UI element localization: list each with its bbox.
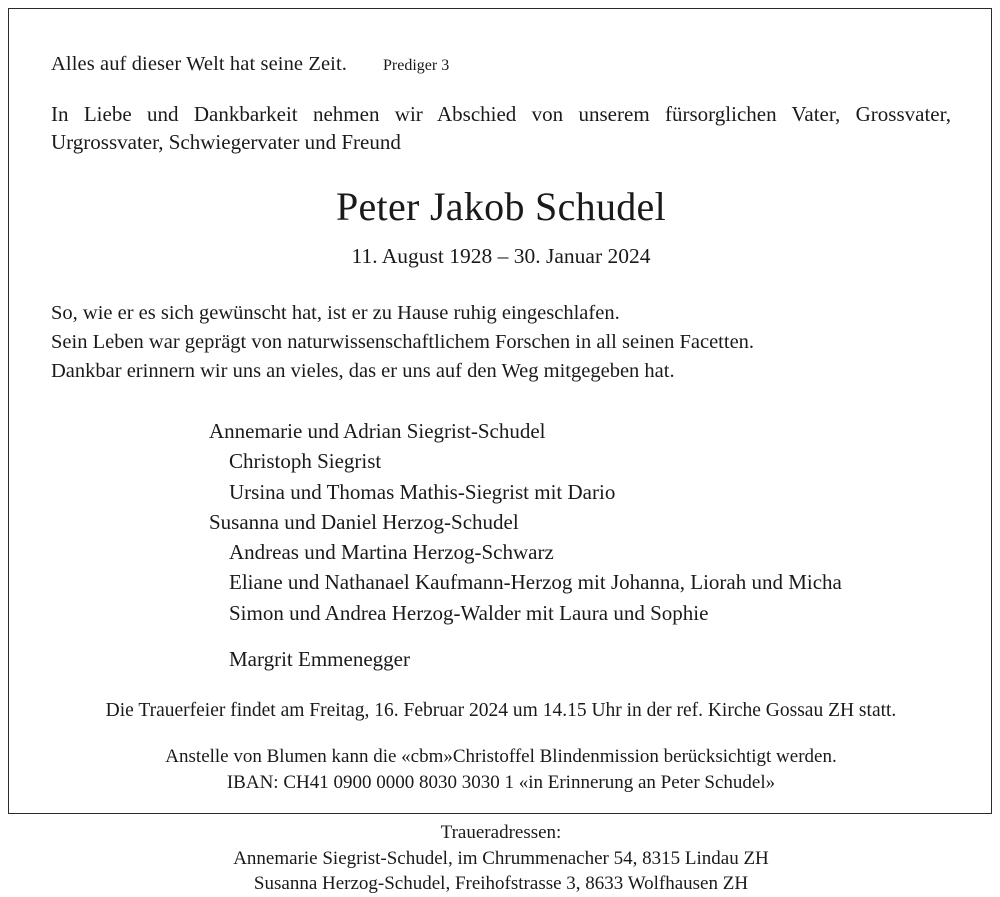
family-member: Susanna und Daniel Herzog-Schudel bbox=[209, 509, 519, 534]
tribute-line: So, wie er es sich gewünscht hat, ist er zu Hause ruhig eingeschlafen. bbox=[51, 301, 620, 324]
funeral-service-info: Die Trauerfeier findet am Freitag, 16. Februar 2024 um 14.15 Uhr in der ref. Kirche Gossau ZH statt. bbox=[105, 700, 897, 722]
deceased-name: Peter Jakob Schudel bbox=[335, 183, 667, 229]
life-dates: 11. August 1928 – 30. Januar 2024 bbox=[351, 243, 651, 268]
family-group-spacer bbox=[209, 628, 951, 644]
family-member: Christoph Siegrist bbox=[229, 449, 382, 474]
tribute-line: Sein Leben war geprägt von naturwissenschaftlichem Forschen in all seinen Facetten. bbox=[51, 330, 755, 353]
notice-border-frame bbox=[8, 8, 992, 895]
epigraph-source: Prediger 3 bbox=[382, 57, 450, 74]
addresses-heading: Traueradressen: bbox=[440, 821, 562, 843]
family-member: Annemarie und Adrian Siegrist-Schudel bbox=[209, 419, 546, 444]
deceased-block bbox=[51, 185, 951, 269]
epigraph-text: Alles auf dieser Welt hat seine Zeit. bbox=[51, 53, 347, 75]
family-member: Eliane und Nathanael Kaufmann-Herzog mit Johanna, Liorah und Micha bbox=[229, 570, 842, 595]
family-member: Margrit Emmenegger bbox=[229, 646, 410, 671]
family-member: Simon und Andrea Herzog-Walder mit Laura und Sophie bbox=[229, 600, 709, 625]
family-member: Ursina und Thomas Mathis-Siegrist mit Dario bbox=[229, 479, 616, 504]
donation-iban: IBAN: CH41 0900 0000 8030 3030 1 «in Erinnerung an Peter Schudel» bbox=[226, 771, 776, 793]
address-line: Annemarie Siegrist-Schudel, im Chrummenacher 54, 8315 Lindau ZH bbox=[233, 847, 769, 869]
tribute-line: Dankbar erinnern wir uns an vieles, das er uns auf den Weg mitgegeben hat. bbox=[51, 360, 675, 383]
donation-line: Anstelle von Blumen kann die «cbm»Christoffel Blindenmission berücksichtigt werden. bbox=[165, 746, 837, 768]
intro-paragraph: In Liebe und Dankbarkeit nehmen wir Abschied von unserem fürsorglichen Vater, Grossvater, Urgrossvater, Schwiegervater und Freund bbox=[51, 102, 951, 154]
mourning-addresses bbox=[51, 820, 951, 897]
address-line: Susanna Herzog-Schudel, Freihofstrasse 3, 8633 Wolfhausen ZH bbox=[253, 873, 749, 895]
family-list bbox=[51, 416, 951, 674]
epigraph bbox=[51, 53, 951, 76]
family-member: Andreas und Martina Herzog-Schwarz bbox=[229, 540, 554, 565]
notice-content bbox=[51, 53, 951, 897]
tribute-block bbox=[51, 299, 951, 386]
donation-info bbox=[51, 744, 951, 796]
